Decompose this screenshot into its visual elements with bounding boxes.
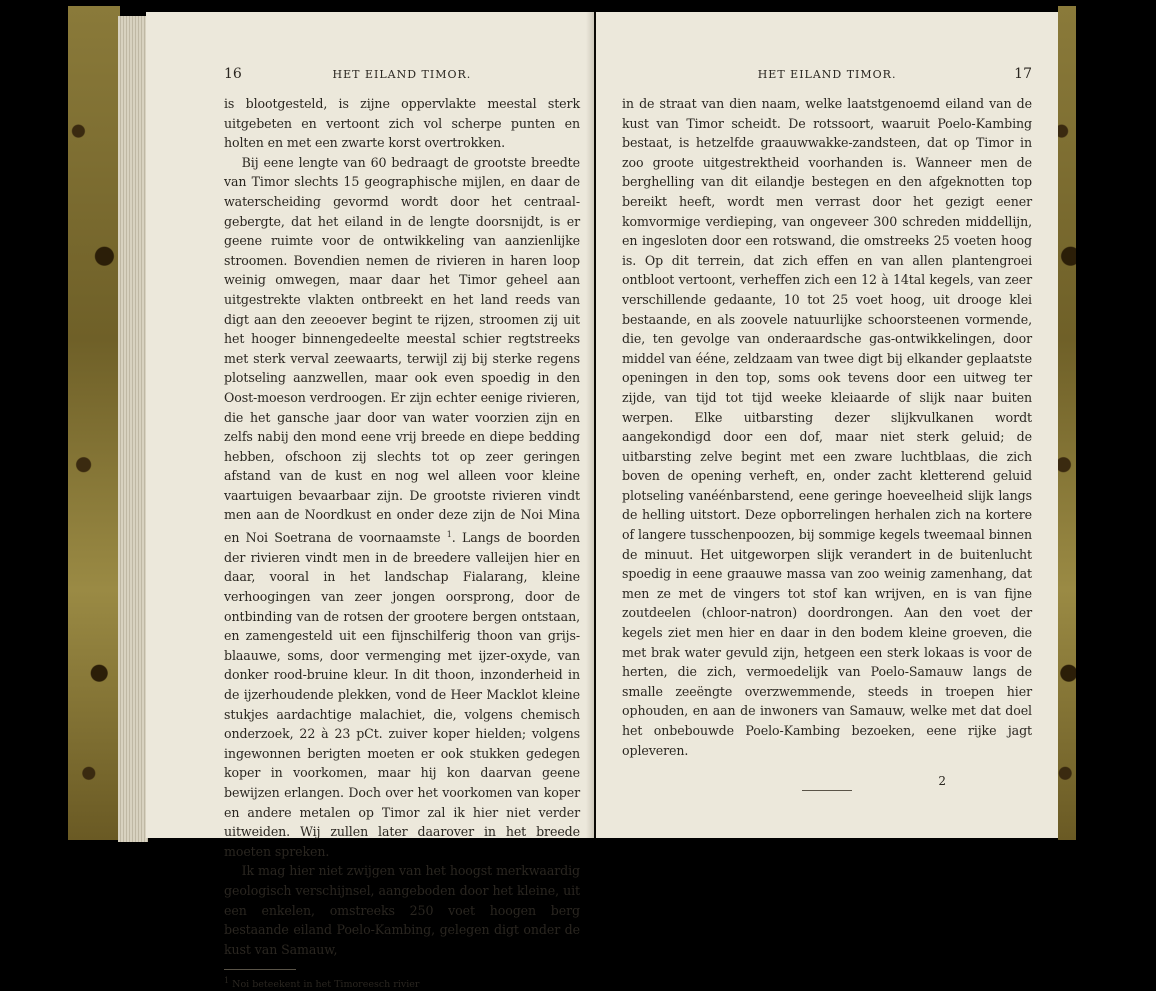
running-head: HET EILAND TIMOR.: [757, 68, 897, 81]
page-number: 17: [1014, 66, 1032, 82]
right-page: [596, 12, 1058, 838]
left-page-body: [224, 94, 580, 959]
footnote-marker: 1: [446, 530, 452, 540]
book-cover-left: [68, 6, 120, 840]
left-page-header: [224, 66, 580, 82]
signature-mark: 2: [938, 774, 946, 788]
paragraph: Ik mag hier niet zwijgen van het hoogst merkwaardig geologisch verschijnsel, aangeboden door het kleine, uit een enkelen, omstreeks 250 voet hoogen berg bestaande eiland Poelo-Kambing, gelegen digt onder de kust van Samauw,: [224, 863, 580, 957]
left-page: [146, 12, 594, 991]
right-page-body: [622, 94, 1032, 760]
footnote: $^1$ Noi beteekent in het Timoreesch rivier: [224, 976, 420, 991]
paragraph: is blootgesteld, is zijne oppervlakte meestal sterk uitgebeten en vertoont zich vol scherpe punten en holten en met een zwarte korst overtrokken.: [224, 96, 580, 151]
book-cover-right: [1058, 6, 1076, 840]
page-number: 16: [224, 66, 242, 82]
paragraph: Bij eene lengte van 60 bedraagt de grootste breedte van Timor slechts 15 geographische mijlen, en daar de waterscheiding gevormd wordt door het centraal-gebergte, dat het eiland in de lengte doorsnijdt, is er geene ruimte voor de ontwikkeling van aanzienlijke stroomen. Bovendien nemen de rivieren in haren loop weinig omwegen, maar daar het Timor geheel aan uitgestrekte vlakten ontbreekt en het land reeds van digt aan den zeeoever begint te rijzen, stroomen zij uit het hooger binnengedeelte meestal schier regtstreeks met sterk verval zeewaarts, terwijl zij bij sterke regens plotseling aanzwellen, maar ook even spoedig in den Oost-moeson verdroogen. Er zijn echter eenige rivieren, die het gansche jaar door van water voorzien zijn en zelfs nabij den mond eene vrij breede en diepe bedding hebben, ofschoon zij slechts tot op zeer geringen afstand van de kust en nog wel alleen voor kleine vaartuigen bevaarbaar zijn. De grootste rivieren vindt men aan de Noordkust en onder deze zijn de Noi Mina en Noi Soetrana de voornaamste $^1$. Langs de boorden der rivieren vindt men in de breedere valleijen hier en daar, vooral in het landschap Fialarang, kleine verhoogingen van zeer jongen oorsprong, door de ontbinding van de rotsen der grootere bergen ontstaan, en zamengesteld uit een fijnschilferig thoon van grijs-blaauwe, soms, door vermenging met ijzer-oxyde, van donker rood-bruine kleur. In dit thoon, inzonderheid in de ijzerhoudende plekken, vond de Heer Macklot kleine stukjes aardachtige malachiet, die, volgens chemisch onderzoek, 22 à 23 pCt. zuiver koper hielden; volgens ingewonnen berigten moeten er ook stukken gedegen koper in voorkomen, maar hij kon daarvan geene bewijzen erlangen. Doch over het voorkomen van koper en andere metalen op Timor zal ik hier niet verder uitweiden. Wij zullen later daarover in het breede moeten spreken.: [224, 154, 580, 859]
footnote-divider: [224, 969, 296, 970]
right-page-header: [622, 66, 1032, 82]
section-end-rule: [802, 790, 852, 791]
page-edges: [118, 16, 148, 842]
paragraph: in de straat van dien naam, welke laatstgenoemd eiland van de kust van Timor scheidt. De rotssoort, waaruit Poelo-Kambing bestaat, is hetzelfde graauwwakke-zandsteen, dat op Timor in zoo groote uitgestrektheid voorhanden is. Wanneer men de berghelling van dit eilandje bestegen en den afgeknotten top bereikt heeft, wordt men verrast door het gezigt eener komvormige verdieping, van ongeveer 300 schreden middellijn, en ingesloten door een rotswand, die omstreeks 25 voeten hoog is. Op dit terrein, dat zich effen en van allen plantengroei ontbloot vertoont, verheffen zich een 12 à 14tal kegels, van zeer verschillende gedaante, 10 tot 25 voet hoog, uit drooge klei bestaande, en als zoovele natuurlijke schoorsteenen vormende, die, ten gevolge van onderaardsche gas-ontwikkelingen, door middel van ééne, zeldzaam van twee digt bij elkander geplaatste openingen in den top, soms ook tevens door een uitweg ter zijde, van tijd tot tijd weeke kleiaarde of slijk naar buiten werpen. Elke uitbarsting dezer slijkvulkanen wordt aangekondigd door een dof, maar niet sterk geluid; de uitbarsting zelve begint met een zware luchtblaas, die zich boven de opening verheft, en, onder zacht kletterend geluid plotseling vanéénbarstend, eene geringe hoeveelheid slijk langs de helling uitstort. Deze opborrelingen herhalen zich na kortere of langere tusschenpoozen, bij sommige kegels tweemaal binnen de minuut. Het uitgeworpen slijk verandert in de buitenlucht spoedig in eene graauwe massa van zoo weinig zamenhang, dat men ze met de vingers tot stof kan wrijven, en is van fijne zoutdeelen (chloor-natron) doordrongen. Aan den voet der kegels ziet men hier en daar in den bodem kleine groeven, die met brak water gevuld zijn, hetgeen een sterk lokaas is voor de herten, die zich, vermoedelijk van Poelo-Samauw langs de smalle zeeëngte overzwemmende, steeds in troepen hier ophouden, en aan de inwoners van Samauw, welke met dat doel het onbebouwde Poelo-Kambing bezoeken, eene rijke jagt opleveren.: [622, 96, 1032, 758]
running-head: HET EILAND TIMOR.: [332, 68, 472, 81]
